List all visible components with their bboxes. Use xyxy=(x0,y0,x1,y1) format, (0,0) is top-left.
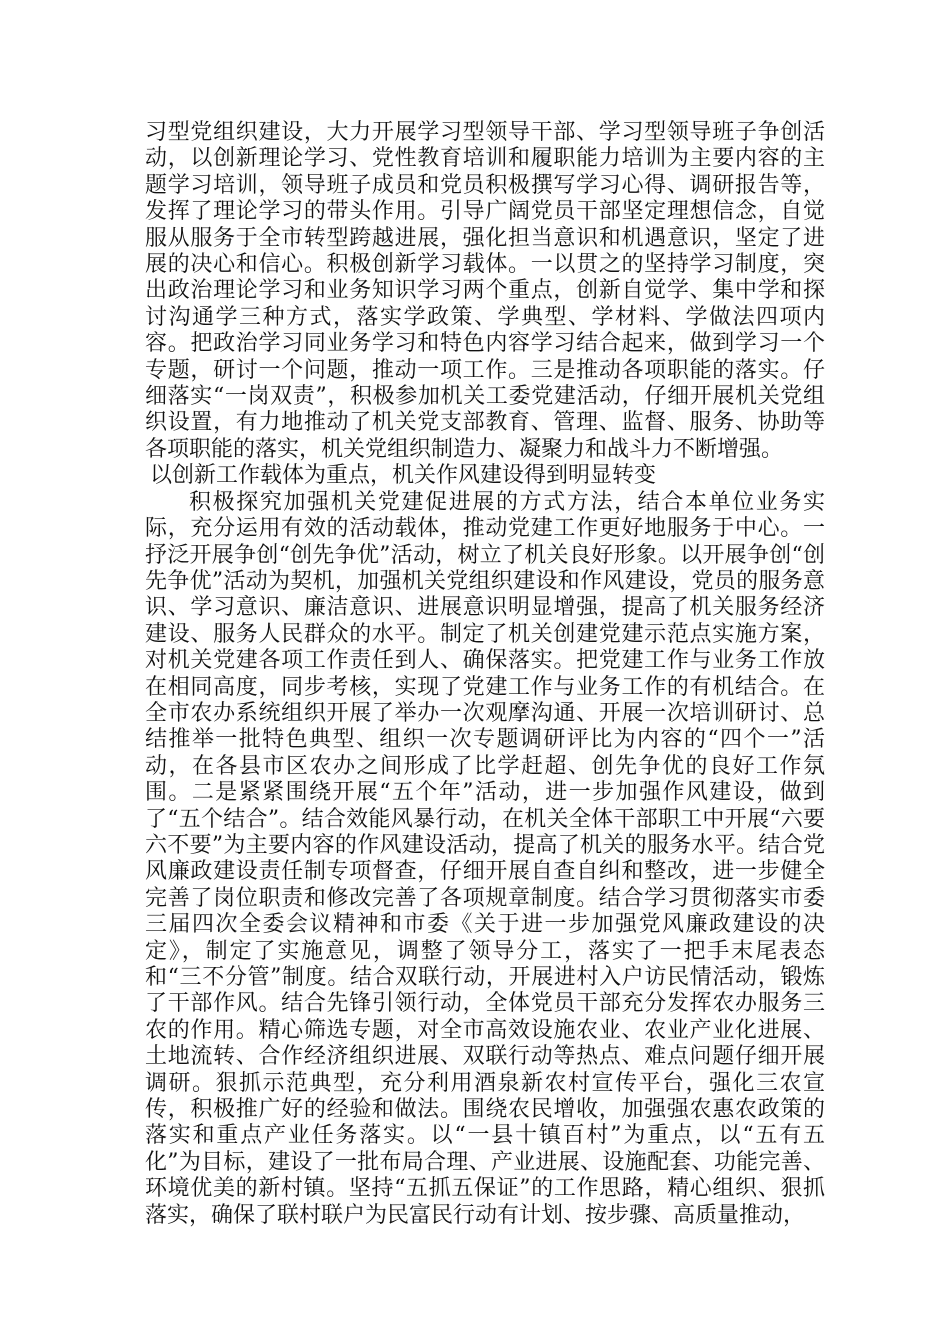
paragraph-2: 积极探究加强机关党建促进展的方式方法，结合本单位业务实际，充分运用有效的活动载体，推动党建工作更好地服务于中心。一抒泛开展争创“创先争优”活动，树立了机关良好形象。以开展争创“创先争优”活动为契机，加强机关党组织建设和作风建设，党员的服务意识、学习意识、廉洁意识、进展意识明显增强，提高了机关服务经济建设、服务人民群众的水平。制定了机关创建党建示范点实施方案，对机关党建各项工作责任到人、确保落实。把党建工作与业务工作放在相同高度，同步考核，实现了党建工作与业务工作的有机结合。在全市农办系统组织开展了举办一次观摩沟通、开展一次培训研讨、总结推举一批特色典型、组织一次专题调研评比为内容的“四个一”活动，在各县市区农办之间形成了比学赶超、创先争优的良好工作氛围。二是紧紧围绕开展“五个年”活动，进一步加强作风建设，做到了“五个结合”。结合效能风暴行动，在机关全体干部职工中开展“六要六不要”为主要内容的作风建设活动，提高了机关的服务水平。结合党风廉政建设责任制专项督查，仔细开展自查自纠和整改，进一步健全完善了岗位职责和修改完善了各项规章制度。结合学习贯彻落实市委三届四次全委会议精神和市委《关于进一步加强党风廉政建设的决定》，制定了实施意见，调整了领导分工，落实了一把手末尾表态和“三不分管”制度。结合双联行动，开展进村入户访民情活动，锻炼了干部作风。结合先锋引领行动，全体党员干部充分发挥农办服务三农的作用。精心筛选专题，对全市高效设施农业、农业产业化进展、土地流转、合作经济组织进展、双联行动等热点、难点问题仔细开展调研。狠抓示范典型，充分利用酒泉新农村宣传平台，强化三农宣传，积极推广好的经验和做法。围绕农民增收，加强强农惠农政策的落实和重点产业任务落实。以“一县十镇百村”为重点，以“五有五化”为目标，建设了一批布局合理、产业进展、设施配套、功能完善、环境优美的新村镇。坚持“五抓五保证”的工作思路，精心组织、狠抓落实，确保了联村联户为民富民行动有计划、按步骤、高质量推动， xyxy=(145,489,825,1228)
document-body xyxy=(145,120,825,1229)
paragraph-1: 习型党组织建设，大力开展学习型领导干部、学习型领导班子争创活动，以创新理论学习、党性教育培训和履职能力培训为主要内容的主题学习培训，领导班子成员和党员积极撰写学习心得、调研报告等，发挥了理论学习的带头作用。引导广阔党员干部坚定理想信念，自觉服从服务于全市转型跨越进展，强化担当意识和机遇意识，坚定了进展的决心和信心。积极创新学习载体。一以贯之的坚持学习制度，突出政治理论学习和业务知识学习两个重点，创新自觉学、集中学和探讨沟通学三种方式，落实学政策、学典型、学材料、学做法四项内容。把政治学习同业务学习和特色内容学习结合起来，做到学习一个专题，研讨一个问题，推动一项工作。三是推动各项职能的落实。仔细落实“一岗双责”，积极参加机关工委党建活动，仔细开展机关党组织设置，有力地推动了机关党支部教育、管理、监督、服务、协助等各项职能的落实，机关党组织制造力、凝聚力和战斗力不断增强。 xyxy=(145,120,825,462)
section-heading: 以创新工作载体为重点，机关作风建设得到明显转变 xyxy=(150,463,657,489)
